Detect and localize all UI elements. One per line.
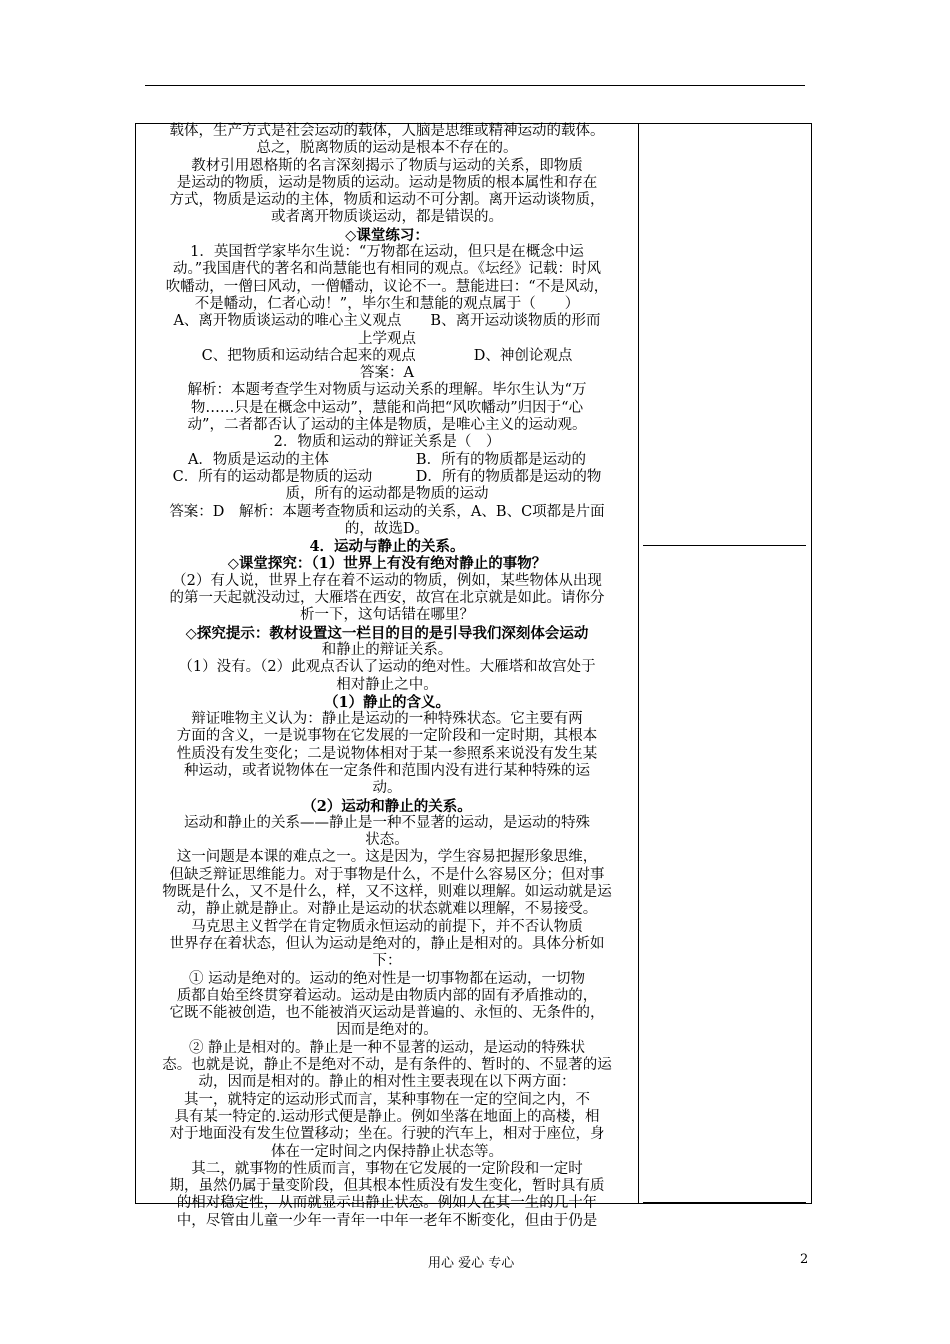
footer-text: 用心 爱心 专心 bbox=[428, 1256, 515, 1271]
text-line: 动。”我国唐代的著名和尚慧能也有相同的观点。《坛经》记载：时风 bbox=[173, 261, 601, 278]
text-line: 下： bbox=[372, 953, 402, 970]
text-line: 1．英国哲学家毕尔生说：“万物都在运动，但只是在概念中运 bbox=[190, 244, 584, 261]
section-heading: 4．运动与静止的关系。 bbox=[309, 538, 465, 556]
text-line: 运动和静止的关系——静止是一种不显著的运动，是运动的特殊 bbox=[184, 814, 590, 831]
text-line: 其二，就事物的性质而言，事物在它发展的一定阶段和一定时 bbox=[191, 1160, 583, 1177]
text-line: 上学观点 bbox=[358, 330, 416, 347]
text-line: ① 运动是绝对的。运动的绝对性是一切事物都在运动，一切物 bbox=[188, 970, 586, 987]
text-line: 这一问题是本课的难点之一。这是因为，学生容易把握形象思维， bbox=[176, 849, 598, 866]
text-line: 2．物质和运动的辩证关系是（ ） bbox=[273, 434, 501, 451]
text-line: 马克思主义哲学在肯定物质永恒运动的前提下，并不否认物质 bbox=[191, 918, 583, 935]
lesson-table bbox=[135, 123, 812, 1229]
text-line: （1）没有。（2）此观点否认了运动的绝对性。大雁塔和故宫处于 bbox=[178, 659, 596, 676]
text-line: 因而是绝对的。 bbox=[336, 1022, 438, 1039]
right-column-rule bbox=[643, 545, 806, 546]
section-heading: ◇课堂练习： bbox=[345, 226, 429, 244]
section-heading: （2）运动和静止的关系。 bbox=[302, 797, 472, 815]
column-divider bbox=[638, 124, 639, 1203]
text-line: 态。也就是说，静止不是绝对不动，是有条件的、暂时的、不显著的运 bbox=[162, 1057, 612, 1074]
text-line: C、把物质和运动结合起来的观点 D、神创论观点 bbox=[201, 347, 573, 364]
text-line: 的，故选D。 bbox=[344, 520, 430, 537]
text-line: 辩证唯物主义认为：静止是运动的一种特殊状态。它主要有两 bbox=[191, 711, 583, 728]
text-line: 吹幡动，一僧曰风动，一僧幡动，议论不一。慧能进曰：“不是风动， bbox=[165, 278, 609, 295]
section-heading: ◇课堂探究：（1）世界上有没有绝对静止的事物？ bbox=[227, 555, 547, 573]
text-line: 质都自始至终贯穿着运动。运动是由物质内部的固有矛盾推动的， bbox=[176, 987, 598, 1004]
text-line: 其一，就特定的运动形式而言，某种事物在一定的空间之内，不 bbox=[184, 1091, 590, 1108]
text-line: 种运动，或者说物体在一定条件和范围内没有进行某种特殊的运 bbox=[184, 762, 590, 779]
page-number: 2 bbox=[800, 1252, 809, 1267]
text-line: 相对静止之中。 bbox=[336, 676, 438, 693]
text-line: 的相对稳定性，从而就显示出静止状态。例如人在其一生的几十年 bbox=[176, 1195, 598, 1212]
text-line: （2）有人说，世界上存在着不运动的物质，例如，某些物体从出现 bbox=[172, 572, 602, 589]
text-line: 它既不能被创造，也不能被消灭运动是普遍的、永恒的、无条件的， bbox=[169, 1005, 605, 1022]
text-line: 动，因而是相对的。静止的相对性主要表现在以下两方面： bbox=[198, 1074, 576, 1091]
text-line: 和静止的辩证关系。 bbox=[321, 641, 453, 658]
text-line: 中，尽管由儿童一少年一青年一中年一老年不断变化，但由于仍是 bbox=[176, 1212, 598, 1229]
text-line: 但缺乏辩证思维能力。对于事物是什么，不是什么容易区分；但对事 bbox=[169, 866, 605, 883]
text-line: 动。 bbox=[372, 780, 402, 797]
text-line: 载体，生产方式是社会运动的载体，人脑是思维或精神运动的载体。 bbox=[169, 123, 605, 139]
section-heading: （1）静止的含义。 bbox=[323, 693, 451, 711]
text-line: 具有某一特定的.运动形式便是静止。例如坐落在地面上的高楼，相 bbox=[174, 1108, 600, 1125]
text-line: 动”，二者都否认了运动的主体是物质，是唯心主义的运动观。 bbox=[187, 417, 587, 434]
text-line: 方式，物质是运动的主体，物质和运动不可分割。离开运动谈物质， bbox=[169, 192, 605, 209]
text-line: 世界存在着状态，但认为运动是绝对的，静止是相对的。具体分析如 bbox=[169, 935, 605, 952]
text-line: 是运动的物质，运动是物质的运动。运动是物质的根本属性和存在 bbox=[176, 174, 598, 191]
text-line: 质，所有的运动都是物质的运动 bbox=[285, 486, 489, 503]
text-line: A．物质是运动的主体 B．所有的物质都是运动的 bbox=[187, 451, 587, 468]
header-rule bbox=[145, 85, 805, 86]
text-line: 物既是什么，又不是什么，样，又不这样，则难以理解。如运动就是运 bbox=[162, 884, 612, 901]
lesson-content bbox=[138, 123, 636, 1230]
text-line: 答案：D 解析：本题考查物质和运动的关系，A、B、C项都是片面 bbox=[169, 503, 605, 520]
text-line: 的第一天起就没动过，大雁塔在西安，故宫在北京就是如此。请你分 bbox=[169, 590, 605, 607]
right-column-rule bbox=[643, 1202, 806, 1203]
text-line: 期，虽然仍属于量变阶段，但其根本性质没有发生变化，暂时具有质 bbox=[169, 1178, 605, 1195]
text-line: 教材引用恩格斯的名言深刻揭示了物质与运动的关系，即物质 bbox=[191, 157, 583, 174]
text-line: 或者离开物质谈运动，都是错误的。 bbox=[271, 209, 503, 226]
text-line: 析一下，这句话错在哪里？ bbox=[300, 607, 474, 624]
text-line: A、离开物质谈运动的唯心主义观点 B、离开运动谈物质的形而 bbox=[173, 313, 601, 330]
text-line: 状态。 bbox=[365, 832, 409, 849]
text-line: C．所有的运动都是物质的运动 D．所有的物质都是运动的物 bbox=[172, 468, 602, 485]
text-line: 物……只是在概念中运动”，慧能和尚把“风吹幡动”归因于“心 bbox=[190, 399, 584, 416]
text-line: 方面的含义，一是说事物在它发展的一定阶段和一定时期，其根本 bbox=[176, 728, 598, 745]
text-line: 不是幡动，仁者心动！”，毕尔生和慧能的观点属于（ ） bbox=[194, 295, 580, 312]
text-line: 答案：A bbox=[360, 365, 414, 382]
text-line: ② 静止是相对的。静止是一种不显著的运动，是运动的特殊状 bbox=[188, 1039, 586, 1056]
text-line: 动，静止就是静止。对静止是运动的状态就难以理解，不易接受。 bbox=[176, 901, 598, 918]
text-line: 总之，脱离物质的运动是根本不存在的。 bbox=[256, 140, 518, 157]
section-heading: ◇探究提示：教材设置这一栏目的目的是引导我们深刻体会运动 bbox=[185, 624, 589, 642]
text-line: 体在一定时间之内保持静止状态等。 bbox=[271, 1143, 503, 1160]
text-line: 性质没有发生变化；二是说物体相对于某一参照系来说没有发生某 bbox=[176, 745, 598, 762]
text-line: 对于地面没有发生位置移动；坐在。行驶的汽车上，相对于座位，身 bbox=[169, 1126, 605, 1143]
text-line: 解析：本题考查学生对物质与运动关系的理解。毕尔生认为“万 bbox=[187, 382, 587, 399]
